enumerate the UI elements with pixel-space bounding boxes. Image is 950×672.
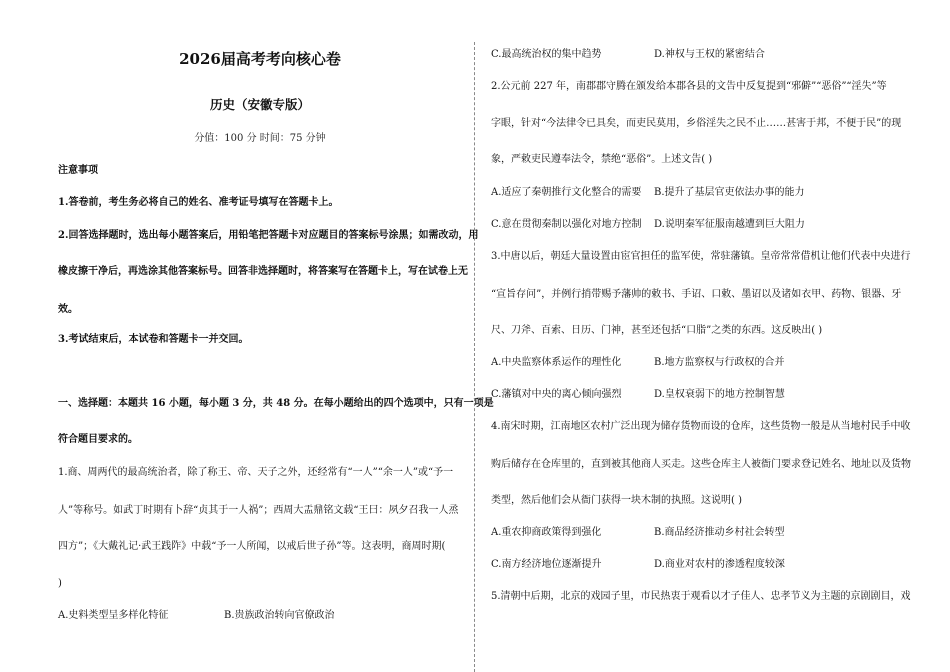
q3-option-b: B.地方监察权与行政权的合并 xyxy=(654,357,785,368)
q1-text-line: 1.商、周两代的最高统治者，除了称王、帝、天子之外，还经常有“一人”“余一人”或“予一 xyxy=(58,467,454,478)
q4-text-line: 类型，然后他们会从衙门获得一块木制的执照。这说明( ) xyxy=(491,495,742,506)
exam-title: 2026届高考考向核心卷 xyxy=(179,50,341,68)
q4-text-line: 4.南宋时期，江南地区农村广泛出现为储存货物而设的仓库，这些货物一般是从当地村民手中收 xyxy=(491,421,911,432)
notice-item: 效。 xyxy=(58,304,78,315)
q4-option-b: B.商品经济推动乡村社会转型 xyxy=(654,527,785,538)
q4-option-d: D.商业对农村的渗透程度较深 xyxy=(654,559,785,570)
q3-option-a: A.中央监察体系运作的理性化 xyxy=(491,357,622,368)
q3-text-line: “宣旨存问”，并例行捎带赐予藩帅的敕书、手诏、口敕、墨诏以及诸如衣甲、药物、银器、牙 xyxy=(491,289,902,300)
q2-text-line: 象，严敕吏民遵奉法令，禁绝“恶俗”。上述文告( ) xyxy=(491,154,713,165)
q3-text-line: 3.中唐以后，朝廷大量设置由宦官担任的监军使，常驻藩镇。皇帝常常借机让他们代表中央进行 xyxy=(491,251,911,262)
q2-option-c: C.意在贯彻秦制以强化对地方控制 xyxy=(491,219,642,230)
notice-heading: 注意事项 xyxy=(58,165,98,176)
q1-option-c: C.最高统治权的集中趋势 xyxy=(491,49,602,60)
subject-title: 历史（安徽专版） xyxy=(209,97,310,112)
q1-text-line: 人”等称号。如武丁时期有卜辞“贞其于一人祸”；西周大盂鼎铭文载“王曰：夙夕召我一人烝 xyxy=(58,505,459,516)
q4-option-a: A.重农抑商政策得到强化 xyxy=(491,527,602,538)
q5-text-line: 5.清朝中后期，北京的戏园子里，市民热衷于观看以才子佳人、忠孝节义为主题的京剧剧目，戏 xyxy=(491,591,911,602)
q4-text-line: 购后储存在仓库里的，直到被其他商人买走。这些仓库主人被衙门要求登记姓名、地址以及货物 xyxy=(491,459,911,470)
q1-option-d: D.神权与王权的紧密结合 xyxy=(654,49,765,60)
section-heading: 一、选择题：本题共 16 小题，每小题 3 分，共 48 分。在每小题给出的四个选项中，只有一项是 xyxy=(58,398,494,409)
column-divider xyxy=(474,42,475,672)
q4-option-c: C.南方经济地位逐渐提升 xyxy=(491,559,602,570)
q1-text-line: 四方”；《大戴礼记·武王践阼》中载“予一人所闻，以戒后世子孙”等。这表明，商周时期( xyxy=(58,541,446,552)
q2-text-line: 2.公元前 227 年，南郡郡守腾在颁发给本郡各县的文告中反复提到“邪僻”“恶俗”“淫失”等 xyxy=(491,81,887,92)
notice-item: 2.回答选择题时，选出每小题答案后，用铅笔把答题卡对应题目的答案标号涂黑；如需改动，用 xyxy=(58,230,479,241)
notice-item: 橡皮擦干净后，再选涂其他答案标号。回答非选择题时，将答案写在答题卡上，写在试卷上无 xyxy=(58,266,468,277)
q3-option-c: C.藩镇对中央的离心倾向强烈 xyxy=(491,389,622,400)
score-time-info: 分值：100 分 时间：75 分钟 xyxy=(194,133,326,144)
q2-option-b: B.提升了基层官吏依法办事的能力 xyxy=(654,187,805,198)
q2-text-line: 字眼，针对“今法律令已具矣，而吏民莫用，乡俗淫失之民不止……甚害于邦，不便于民”的现 xyxy=(491,118,902,129)
notice-item: 1.答卷前，考生务必将自己的姓名、准考证号填写在答题卡上。 xyxy=(58,197,339,208)
q2-option-d: D.说明秦军征服南越遭到巨大阻力 xyxy=(654,219,805,230)
q3-text-line: 尺、刀斧、百索、日历、门神，甚至还包括“口脂”之类的东西。这反映出( ) xyxy=(491,325,823,336)
q2-option-a: A.适应了秦朝推行文化整合的需要 xyxy=(491,187,642,198)
q1-text-line: ) xyxy=(58,578,62,589)
notice-item: 3.考试结束后，本试卷和答题卡一并交回。 xyxy=(58,334,249,345)
q3-option-d: D.皇权衰弱下的地方控制智慧 xyxy=(654,389,785,400)
q1-option-a: A.史料类型呈多样化特征 xyxy=(58,610,169,621)
section-heading-cont: 符合题目要求的。 xyxy=(58,434,138,445)
q1-option-b: B.贵族政治转向官僚政治 xyxy=(224,610,335,621)
